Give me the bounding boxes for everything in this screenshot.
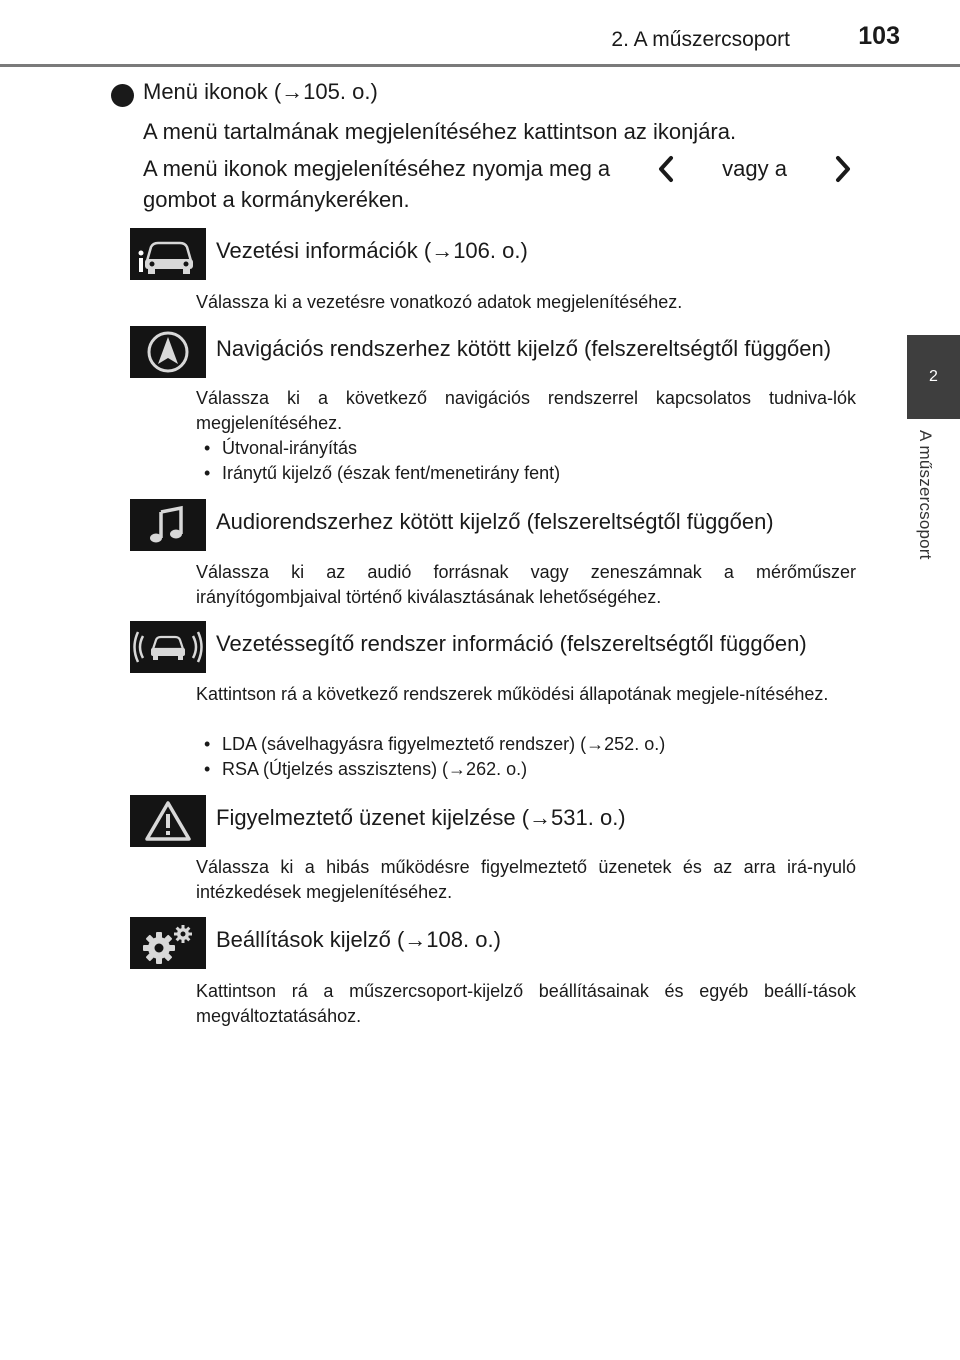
- car-info-icon: [130, 228, 206, 280]
- chevron-left-icon: [654, 154, 678, 184]
- chevron-right-icon: [831, 154, 855, 184]
- intro-line-2-text: A menü ikonok megjelenítéséhez nyomja meg a: [143, 156, 611, 181]
- page-number: 103: [858, 22, 900, 50]
- chapter-tab-number: 2: [929, 368, 938, 385]
- menu-item-bullets: [196, 436, 856, 486]
- header-divider: [0, 64, 960, 67]
- menu-item-description: Kattintson rá a műszercsoport-kijelző beállításainak és egyéb beállí-tások megváltoztatásához.: [196, 981, 856, 1026]
- gear-icon: [130, 917, 206, 969]
- list-item: • RSA (Útjelzés asszisztens) (→262. o.): [196, 757, 856, 782]
- menu-item-title: Vezetési információk (→106. o.): [216, 238, 528, 263]
- navigation-icon: [130, 326, 206, 378]
- chapter-title: 2. A műszercsoport: [611, 28, 790, 51]
- list-item: • Iránytű kijelző (észak fent/menetirány fent): [196, 461, 856, 486]
- chapter-tab: [907, 335, 960, 419]
- intro-line-1: A menü tartalmának megjelenítéséhez kattintson az ikonjára.: [143, 119, 737, 144]
- list-item: • LDA (sávelhagyásra figyelmeztető rendszer) (→252. o.): [196, 732, 856, 757]
- driving-assist-icon: [130, 621, 206, 673]
- chapter-tab-label: A műszercsoport: [916, 430, 935, 560]
- bullet-icon: [111, 84, 134, 107]
- menu-item-description: Válassza ki a következő navigációs rendszerrel kapcsolatos tudniva-lók megjelenítéséhez.: [196, 388, 856, 433]
- warning-triangle-icon: [130, 795, 206, 847]
- menu-item-description: Válassza ki az audió forrásnak vagy zeneszámnak a mérőműszer irányítógombjaival történő kiválasztásának lehetőségéhez.: [196, 562, 856, 607]
- menu-item-bullets: [196, 732, 856, 782]
- menu-item-title: Audiorendszerhez kötött kijelző (felszereltségtől függően): [216, 509, 774, 534]
- menu-item-title: Beállítások kijelző (→108. o.): [216, 927, 501, 952]
- intro-line-2-or: vagy a: [722, 156, 787, 181]
- menu-item-description: Válassza ki a hibás működésre figyelmeztető üzenetek és az arra irá-nyuló intézkedések megjelenítéséhez.: [196, 857, 856, 902]
- list-item: • Útvonal-irányítás: [196, 436, 856, 461]
- section-title: Menü ikonok (→105. o.): [143, 79, 378, 104]
- menu-item-title: Figyelmeztető üzenet kijelzése (→531. o.): [216, 805, 626, 830]
- menu-item-title: Navigációs rendszerhez kötött kijelző (felszereltségtől függően): [216, 336, 832, 361]
- intro-line-3: gombot a kormánykeréken.: [143, 187, 410, 212]
- intro-line-2: [143, 154, 855, 184]
- menu-item-description: Válassza ki a vezetésre vonatkozó adatok megjelenítéséhez.: [196, 292, 683, 312]
- menu-item-title: Vezetéssegítő rendszer információ (felszereltségtől függően): [216, 631, 807, 656]
- menu-item-description: Kattintson rá a következő rendszerek működési állapotának megjele-nítéséhez.: [196, 684, 829, 704]
- music-note-icon: [130, 499, 206, 551]
